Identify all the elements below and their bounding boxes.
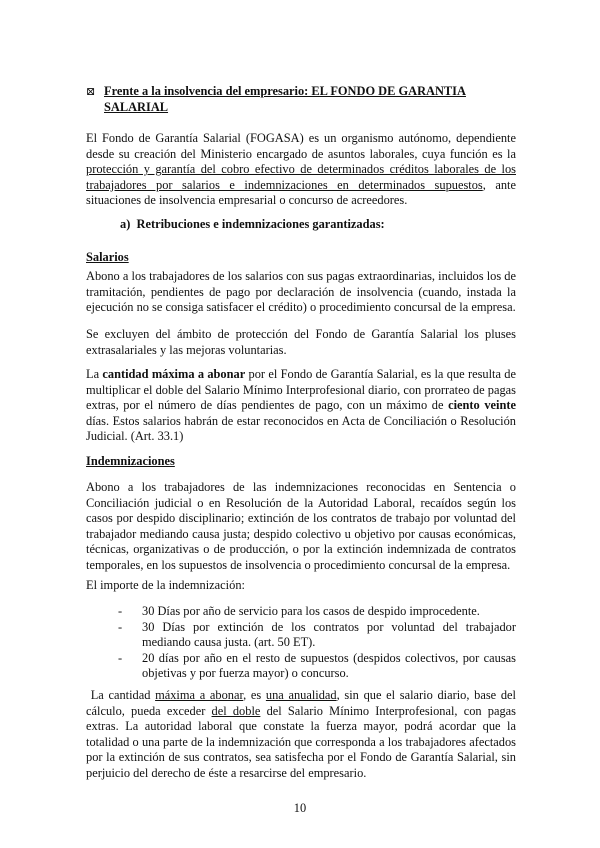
page-number: 10 [293,801,307,815]
indemnizacion-list [118,604,516,682]
underlined-text: una anualidad [265,688,337,702]
heading-line-1: Frente a la insolvencia del empresario: EL FONDO DE GARANTIA [104,84,466,98]
indemnizaciones-paragraph-1: Abono a los trabajadores de las indemnizaciones reconocidas en Sentencia o Conciliación judicial o en Resolución de la Autoridad Laboral, recaídos según los casos por despido disciplinario; extinción de los contratos de trabajo por voluntad del trabajador mediando causa justa; despido colectivo u objetivo por causas económicas, técnicas, organizativas o de producción, o por la extinción indemnizada de contratos temporales, en los supuestos de insolvencia o procedimiento concursal de la empresa. [86,480,516,572]
underlined-text: protección y garantía del cobro efectivo de determinados créditos laborales de los trabajadores por salarios e indemnizaciones en determinados supuestos [86,162,516,192]
salarios-paragraph-2: Se excluyen del ámbito de protección del Fondo de Garantía Salarial los pluses extrasalariales y las mejoras voluntarias. [86,327,516,357]
list-item: - 30 Días por año de servicio para los casos de despido improcedente. [118,604,480,618]
boxed-x-icon: ⊠ [86,86,96,98]
bold-text: cantidad máxima a abonar [102,367,246,381]
indemnizaciones-paragraph-3: La cantidad máxima a abonar, es una anualidad, sin que el salario diario, base del cálculo, pueda exceder del doble del Salario Mínimo Interprofesional, con pagas extras. La autoridad laboral que constate la fuerza mayor, podrá acordar que la totalidad o una parte de la indemnización que corresponda a los trabajadores afectados por la extinción de sus contratos, sea satisfecha por el Fondo de Garantía Salarial, sin perjuicio del derecho de éste a resarcirse del empresario. [86,688,516,780]
salarios-paragraph-1: Abono a los trabajadores de los salarios con sus pagas extraordinarias, incluidos los de tramitación, pendientes de pago por declaración de insolvencia (cuando, instada la ejecución no se consiga satisfacer el crédito) o procedimiento concursal de la empresa. [86,269,516,315]
list-item: - 30 Días por extinción de los contratos por voluntad del trabajador mediando causa justa. (art. 50 ET). [118,619,516,650]
underlined-text: del doble [211,703,261,718]
salarios-title: Salarios [86,250,129,264]
indemnizaciones-title: Indemnizaciones [86,454,175,468]
subheading: a) Retribuciones e indemnizaciones garantizadas: [120,217,385,231]
section-heading [86,84,526,115]
salarios-paragraph-3: La cantidad máxima a abonar por el Fondo de Garantía Salarial, es la que resulta de multiplicar el doble del Salario Mínimo Interprofesional diario, con prorrateo de pagas extras, por el número de días pendientes de pago, con un máximo de ciento veinte días. Estos salarios habrán de estar reconocidos en Acta de Conciliación o Resolución Judicial. (Art. 33.1) [86,367,516,444]
underlined-text: máxima a abonar [155,688,244,702]
indemnizaciones-paragraph-2: El importe de la indemnización: [86,578,245,592]
bold-text: ciento veinte [448,398,516,413]
list-item: - 20 días por año en el resto de supuestos (despidos colectivos, por causas objetivas y por fuerza mayor) o concurso. [118,650,516,681]
heading-line-2: SALARIAL [104,99,169,114]
intro-paragraph: El Fondo de Garantía Salarial (FOGASA) es un organismo autónomo, dependiente desde su creación del Ministerio encargado de asuntos laborales, cuya función es la protección y garantía del cobro efectivo de determinados créditos laborales de los trabajadores por salarios e indemnizaciones en determinados supuestos, ante situaciones de insolvencia empresarial o concurso de acreedores. [86,131,516,208]
